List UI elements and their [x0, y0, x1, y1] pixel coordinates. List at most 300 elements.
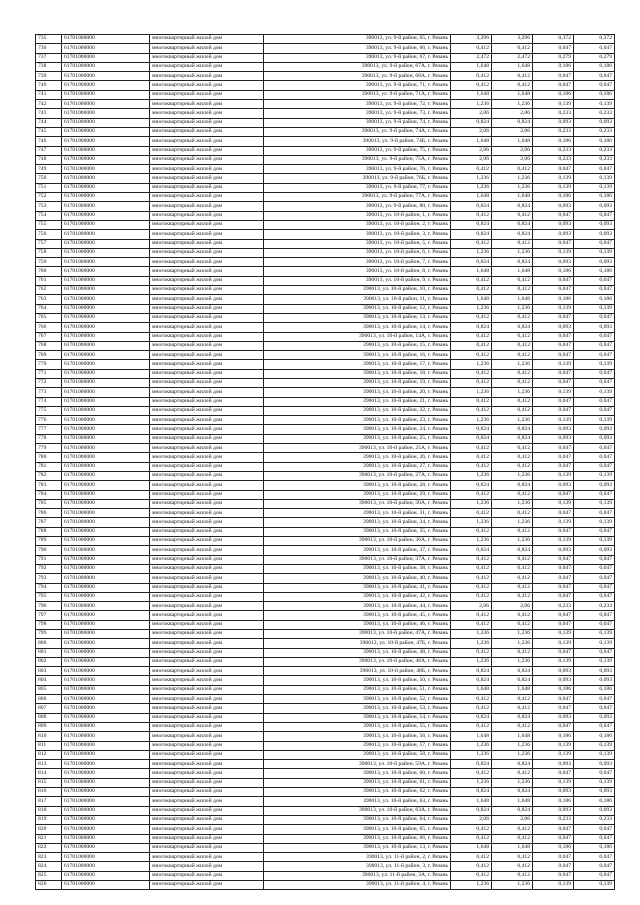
cell-oktmo-code: 61701000000: [62, 211, 150, 220]
cell-oktmo-code: 61701000000: [62, 602, 150, 611]
table-row: [36, 509, 615, 518]
cell-value-3: 0,047: [533, 211, 574, 220]
cell-value-3: 0,047: [533, 722, 574, 731]
table-row: [36, 462, 615, 471]
cell-value-1: 1,648: [451, 797, 492, 806]
table-row: [36, 685, 615, 694]
cell-value-3: 0,139: [533, 183, 574, 192]
cell-value-2: 1,648: [492, 193, 533, 202]
cell-row-number: 746: [36, 137, 62, 146]
cell-value-3: 0,139: [533, 537, 574, 546]
cell-value-4: 0,233: [574, 155, 615, 164]
cell-value-1: 0,824: [451, 118, 492, 127]
cell-value-1: 2,06: [451, 146, 492, 155]
cell-building-type: многоквартирный жилой дом: [150, 332, 264, 341]
cell-value-1: 0,412: [451, 825, 492, 834]
cell-value-1: 0,824: [451, 713, 492, 722]
cell-oktmo-code: 61701000000: [62, 100, 150, 109]
cell-oktmo-code: 61701000000: [62, 313, 150, 322]
cell-oktmo-code: 61701000000: [62, 769, 150, 778]
cell-value-3: 0,139: [533, 174, 574, 183]
cell-value-4: 0,047: [574, 704, 615, 713]
table-row: [36, 267, 615, 276]
cell-value-3: 0,047: [533, 332, 574, 341]
cell-building-type: многоквартирный жилой дом: [150, 555, 264, 564]
cell-value-1: 0,412: [451, 527, 492, 536]
cell-value-3: 0,093: [533, 806, 574, 815]
cell-value-2: 2,06: [492, 602, 533, 611]
cell-value-1: 0,412: [451, 862, 492, 871]
cell-value-2: 0,412: [492, 564, 533, 573]
cell-value-1: 0,412: [451, 871, 492, 880]
cell-address: 390013, ул. 9-й район, 72, г. Рязань: [264, 100, 451, 109]
cell-building-type: многоквартирный жилой дом: [150, 630, 264, 639]
cell-building-type: многоквартирный жилой дом: [150, 202, 264, 211]
cell-value-2: 0,412: [492, 853, 533, 862]
cell-address: 390013, ул. 10-й район, 6, г. Рязань: [264, 248, 451, 257]
cell-row-number: 735: [36, 35, 62, 44]
cell-row-number: 740: [36, 81, 62, 90]
table-row: [36, 239, 615, 248]
cell-value-3: 0,186: [533, 90, 574, 99]
cell-oktmo-code: 61701000000: [62, 62, 150, 71]
cell-oktmo-code: 61701000000: [62, 527, 150, 536]
cell-value-3: 0,233: [533, 602, 574, 611]
cell-building-type: многоквартирный жилой дом: [150, 137, 264, 146]
cell-row-number: 742: [36, 100, 62, 109]
cell-row-number: 781: [36, 462, 62, 471]
cell-value-2: 0,824: [492, 676, 533, 685]
cell-value-2: 1,236: [492, 100, 533, 109]
table-row: [36, 276, 615, 285]
cell-building-type: многоквартирный жилой дом: [150, 471, 264, 480]
cell-value-2: 1,236: [492, 881, 533, 890]
cell-building-type: многоквартирный жилой дом: [150, 341, 264, 350]
cell-value-3: 0,372: [533, 35, 574, 44]
table-row: [36, 360, 615, 369]
cell-value-1: 0,824: [451, 323, 492, 332]
cell-value-2: 0,412: [492, 574, 533, 583]
cell-address: 390013, ул. 9-й район, 77А, г. Рязань: [264, 193, 451, 202]
cell-value-1: 2,06: [451, 127, 492, 136]
cell-address: 390013, ул. 9-й район, 66, г. Рязань: [264, 44, 451, 53]
cell-value-3: 0,047: [533, 555, 574, 564]
cell-value-2: 0,412: [492, 72, 533, 81]
cell-value-3: 0,139: [533, 518, 574, 527]
cell-building-type: многоквартирный жилой дом: [150, 62, 264, 71]
cell-value-2: 1,236: [492, 750, 533, 759]
table-row: [36, 378, 615, 387]
cell-oktmo-code: 61701000000: [62, 220, 150, 229]
cell-row-number: 810: [36, 732, 62, 741]
cell-row-number: 808: [36, 713, 62, 722]
cell-building-type: многоквартирный жилой дом: [150, 834, 264, 843]
cell-oktmo-code: 61701000000: [62, 778, 150, 787]
cell-value-1: 1,236: [451, 388, 492, 397]
cell-row-number: 777: [36, 425, 62, 434]
cell-building-type: многоквартирный жилой дом: [150, 648, 264, 657]
cell-oktmo-code: 61701000000: [62, 490, 150, 499]
cell-row-number: 790: [36, 546, 62, 555]
cell-value-1: 1,236: [451, 630, 492, 639]
table-row: [36, 146, 615, 155]
cell-value-1: 1,648: [451, 843, 492, 852]
cell-value-1: 1,236: [451, 360, 492, 369]
cell-row-number: 773: [36, 388, 62, 397]
cell-address: 390013, ул. 10-й район, 56, г. Рязань: [264, 732, 451, 741]
cell-oktmo-code: 61701000000: [62, 825, 150, 834]
cell-value-3: 0,047: [533, 611, 574, 620]
table-row: [36, 750, 615, 759]
table-row: [36, 406, 615, 415]
cell-address: 390013, ул. 10-й район, 66, г. Рязань: [264, 834, 451, 843]
cell-value-4: 0,047: [574, 406, 615, 415]
cell-value-2: 0,412: [492, 81, 533, 90]
cell-value-1: 0,412: [451, 406, 492, 415]
cell-value-3: 0,047: [533, 444, 574, 453]
cell-row-number: 765: [36, 313, 62, 322]
cell-address: 390013, ул. 10-й район, 19, г. Рязань: [264, 378, 451, 387]
table-row: [36, 332, 615, 341]
cell-value-1: 0,412: [451, 332, 492, 341]
cell-row-number: 743: [36, 109, 62, 118]
table-row: [36, 137, 615, 146]
cell-value-3: 0,047: [533, 453, 574, 462]
cell-value-4: 0,186: [574, 137, 615, 146]
cell-value-1: 1,236: [451, 174, 492, 183]
cell-value-4: 0,047: [574, 695, 615, 704]
cell-value-1: 1,648: [451, 90, 492, 99]
table-row: [36, 397, 615, 406]
cell-building-type: многоквартирный жилой дом: [150, 797, 264, 806]
cell-building-type: многоквартирный жилой дом: [150, 862, 264, 871]
table-row: [36, 518, 615, 527]
cell-oktmo-code: 61701000000: [62, 871, 150, 880]
cell-oktmo-code: 61701000000: [62, 815, 150, 824]
cell-value-1: 2,06: [451, 602, 492, 611]
cell-address: 390013, ул. 10-й район, 64, г. Рязань: [264, 815, 451, 824]
cell-value-1: 0,412: [451, 286, 492, 295]
cell-value-1: 0,412: [451, 239, 492, 248]
cell-building-type: многоквартирный жилой дом: [150, 72, 264, 81]
cell-row-number: 824: [36, 862, 62, 871]
cell-row-number: 747: [36, 146, 62, 155]
cell-value-4: 0,139: [574, 248, 615, 257]
cell-row-number: 750: [36, 174, 62, 183]
cell-value-2: 0,412: [492, 555, 533, 564]
cell-value-2: 1,648: [492, 137, 533, 146]
cell-value-3: 0,186: [533, 685, 574, 694]
cell-oktmo-code: 61701000000: [62, 564, 150, 573]
cell-value-3: 0,186: [533, 193, 574, 202]
cell-building-type: многоквартирный жилой дом: [150, 313, 264, 322]
cell-oktmo-code: 61701000000: [62, 406, 150, 415]
cell-oktmo-code: 61701000000: [62, 620, 150, 629]
cell-oktmo-code: 61701000000: [62, 155, 150, 164]
table-row: [36, 881, 615, 890]
cell-value-3: 0,093: [533, 667, 574, 676]
cell-oktmo-code: 61701000000: [62, 453, 150, 462]
cell-value-4: 0,093: [574, 434, 615, 443]
cell-value-3: 0,047: [533, 769, 574, 778]
cell-value-4: 0,047: [574, 722, 615, 731]
cell-value-3: 0,093: [533, 676, 574, 685]
table-row: [36, 620, 615, 629]
table-row: [36, 592, 615, 601]
cell-row-number: 803: [36, 667, 62, 676]
cell-value-3: 0,279: [533, 53, 574, 62]
cell-value-3: 0,139: [533, 778, 574, 787]
cell-value-3: 0,047: [533, 583, 574, 592]
cell-value-4: 0,139: [574, 388, 615, 397]
cell-value-4: 0,093: [574, 258, 615, 267]
cell-building-type: многоквартирный жилой дом: [150, 564, 264, 573]
cell-address: 390013, ул. 11-й район, 2, г. Рязань: [264, 853, 451, 862]
cell-row-number: 804: [36, 676, 62, 685]
cell-row-number: 815: [36, 778, 62, 787]
table-row: [36, 871, 615, 880]
cell-value-4: 0,279: [574, 53, 615, 62]
cell-value-3: 0,093: [533, 713, 574, 722]
cell-value-1: 1,236: [451, 183, 492, 192]
cell-value-2: 2,06: [492, 155, 533, 164]
cell-address: 390013, ул. 10-й район, 52, г. Рязань: [264, 695, 451, 704]
table-row: [36, 72, 615, 81]
cell-row-number: 755: [36, 220, 62, 229]
table-row: [36, 44, 615, 53]
cell-address: 390013, ул. 10-й район, 8, г. Рязань: [264, 267, 451, 276]
cell-oktmo-code: 61701000000: [62, 360, 150, 369]
table-row: [36, 304, 615, 313]
cell-building-type: многоквартирный жилой дом: [150, 685, 264, 694]
cell-value-3: 0,093: [533, 258, 574, 267]
cell-row-number: 783: [36, 481, 62, 490]
cell-value-1: 1,236: [451, 741, 492, 750]
cell-building-type: многоквартирный жилой дом: [150, 592, 264, 601]
cell-value-4: 0,047: [574, 611, 615, 620]
cell-building-type: многоквартирный жилой дом: [150, 444, 264, 453]
cell-oktmo-code: 61701000000: [62, 611, 150, 620]
cell-address: 390013, ул. 10-й район, 14, г. Рязань: [264, 323, 451, 332]
cell-oktmo-code: 61701000000: [62, 704, 150, 713]
cell-value-2: 0,824: [492, 425, 533, 434]
cell-address: 390013, ул. 11-й район, 3, г. Рязань: [264, 862, 451, 871]
table-row: [36, 81, 615, 90]
table-row: [36, 313, 615, 322]
cell-row-number: 753: [36, 202, 62, 211]
cell-value-4: 0,047: [574, 769, 615, 778]
cell-oktmo-code: 61701000000: [62, 397, 150, 406]
table-row: [36, 788, 615, 797]
cell-value-2: 0,824: [492, 713, 533, 722]
cell-value-4: 0,139: [574, 639, 615, 648]
cell-value-2: 0,412: [492, 620, 533, 629]
cell-row-number: 762: [36, 286, 62, 295]
cell-row-number: 798: [36, 620, 62, 629]
cell-address: 390013, ул. 9-й район, 80, г. Рязань: [264, 202, 451, 211]
cell-building-type: многоквартирный жилой дом: [150, 165, 264, 174]
cell-value-1: 0,412: [451, 722, 492, 731]
cell-value-2: 0,412: [492, 834, 533, 843]
cell-value-4: 0,093: [574, 220, 615, 229]
table-row: [36, 369, 615, 378]
cell-oktmo-code: 61701000000: [62, 286, 150, 295]
cell-value-1: 1,236: [451, 518, 492, 527]
cell-value-1: 1,236: [451, 304, 492, 313]
cell-address: 390013, ул. 10-й район, 25А, г. Рязань: [264, 444, 451, 453]
cell-value-3: 0,093: [533, 760, 574, 769]
cell-value-4: 0,047: [574, 574, 615, 583]
table-row: [36, 165, 615, 174]
cell-value-3: 0,139: [533, 741, 574, 750]
cell-value-4: 0,139: [574, 657, 615, 666]
cell-value-4: 0,047: [574, 286, 615, 295]
cell-oktmo-code: 61701000000: [62, 35, 150, 44]
cell-value-2: 0,824: [492, 202, 533, 211]
cell-value-2: 0,412: [492, 369, 533, 378]
cell-value-1: 2,06: [451, 815, 492, 824]
cell-value-3: 0,093: [533, 118, 574, 127]
cell-oktmo-code: 61701000000: [62, 248, 150, 257]
cell-row-number: 751: [36, 183, 62, 192]
table-row: [36, 109, 615, 118]
cell-value-2: 0,824: [492, 806, 533, 815]
table-row: [36, 546, 615, 555]
cell-value-4: 0,139: [574, 100, 615, 109]
table-row: [36, 676, 615, 685]
cell-value-4: 0,047: [574, 620, 615, 629]
cell-address: 390013, ул. 10-й район, 14А, г. Рязань: [264, 332, 451, 341]
cell-oktmo-code: 61701000000: [62, 713, 150, 722]
table-row: [36, 481, 615, 490]
cell-value-4: 0,047: [574, 397, 615, 406]
cell-value-2: 1,648: [492, 685, 533, 694]
cell-value-1: 3,296: [451, 35, 492, 44]
cell-value-1: 0,412: [451, 44, 492, 53]
cell-value-2: 1,236: [492, 304, 533, 313]
table-row: [36, 100, 615, 109]
cell-address: 390013, ул. 10-й район, 53, г. Рязань: [264, 704, 451, 713]
cell-oktmo-code: 61701000000: [62, 434, 150, 443]
cell-value-3: 0,093: [533, 220, 574, 229]
cell-row-number: 761: [36, 276, 62, 285]
cell-value-4: 0,047: [574, 564, 615, 573]
cell-value-4: 0,233: [574, 146, 615, 155]
cell-value-4: 0,047: [574, 44, 615, 53]
cell-value-3: 0,139: [533, 416, 574, 425]
cell-address: 390013, ул. 9-й район, 71А, г. Рязань: [264, 90, 451, 99]
cell-value-3: 0,186: [533, 732, 574, 741]
cell-value-2: 0,412: [492, 722, 533, 731]
cell-building-type: многоквартирный жилой дом: [150, 360, 264, 369]
cell-value-2: 2,06: [492, 109, 533, 118]
cell-value-1: 0,824: [451, 546, 492, 555]
cell-value-1: 1,236: [451, 416, 492, 425]
cell-value-4: 0,047: [574, 527, 615, 536]
table-row: [36, 425, 615, 434]
cell-building-type: многоквартирный жилой дом: [150, 843, 264, 852]
cell-address: 390013, ул. 10-й район, 55, г. Рязань: [264, 722, 451, 731]
cell-row-number: 786: [36, 509, 62, 518]
cell-row-number: 796: [36, 602, 62, 611]
cell-value-2: 0,412: [492, 490, 533, 499]
cell-value-2: 0,824: [492, 323, 533, 332]
cell-value-2: 1,648: [492, 732, 533, 741]
cell-value-1: 0,412: [451, 378, 492, 387]
cell-row-number: 760: [36, 267, 62, 276]
cell-oktmo-code: 61701000000: [62, 760, 150, 769]
cell-oktmo-code: 61701000000: [62, 146, 150, 155]
cell-value-4: 0,139: [574, 304, 615, 313]
cell-value-2: 0,412: [492, 462, 533, 471]
cell-address: 390013, ул. 10-й район, 16, г. Рязань: [264, 351, 451, 360]
cell-oktmo-code: 61701000000: [62, 323, 150, 332]
cell-value-4: 0,047: [574, 583, 615, 592]
cell-building-type: многоквартирный жилой дом: [150, 425, 264, 434]
cell-address: 390013, ул. 10-й район, 65, г. Рязань: [264, 825, 451, 834]
cell-value-4: 0,139: [574, 750, 615, 759]
cell-value-4: 0,186: [574, 62, 615, 71]
cell-value-2: 1,236: [492, 248, 533, 257]
cell-row-number: 821: [36, 834, 62, 843]
cell-building-type: многоквартирный жилой дом: [150, 462, 264, 471]
cell-building-type: многоквартирный жилой дом: [150, 704, 264, 713]
cell-value-3: 0,186: [533, 295, 574, 304]
cell-address: 390013, ул. 9-й район, 65, г. Рязань: [264, 35, 451, 44]
cell-address: 390013, ул. 10-й район, 48, г. Рязань: [264, 648, 451, 657]
cell-value-2: 0,824: [492, 667, 533, 676]
cell-address: 390013, ул. 9-й район, 67А, г. Рязань: [264, 62, 451, 71]
cell-value-1: 0,824: [451, 220, 492, 229]
table-row: [36, 62, 615, 71]
address-table: [35, 34, 615, 890]
cell-value-4: 0,047: [574, 81, 615, 90]
cell-oktmo-code: 61701000000: [62, 53, 150, 62]
cell-address: 390013, ул. 9-й район, 75А, г. Рязань: [264, 155, 451, 164]
cell-address: 390013, ул. 10-й район, 26, г. Рязань: [264, 453, 451, 462]
cell-value-2: 0,824: [492, 220, 533, 229]
cell-value-4: 0,139: [574, 174, 615, 183]
cell-value-2: 0,412: [492, 351, 533, 360]
cell-value-2: 0,412: [492, 695, 533, 704]
cell-building-type: многоквартирный жилой дом: [150, 453, 264, 462]
cell-value-2: 0,412: [492, 378, 533, 387]
cell-value-3: 0,047: [533, 313, 574, 322]
cell-value-2: 1,236: [492, 360, 533, 369]
cell-oktmo-code: 61701000000: [62, 648, 150, 657]
cell-value-4: 0,186: [574, 90, 615, 99]
cell-value-3: 0,047: [533, 397, 574, 406]
cell-value-1: 0,412: [451, 564, 492, 573]
cell-value-3: 0,186: [533, 137, 574, 146]
cell-value-4: 0,233: [574, 815, 615, 824]
cell-value-1: 1,648: [451, 295, 492, 304]
cell-value-1: 0,412: [451, 462, 492, 471]
cell-building-type: многоквартирный жилой дом: [150, 537, 264, 546]
cell-building-type: многоквартирный жилой дом: [150, 732, 264, 741]
cell-value-3: 0,093: [533, 425, 574, 434]
cell-value-3: 0,047: [533, 286, 574, 295]
cell-oktmo-code: 61701000000: [62, 239, 150, 248]
cell-oktmo-code: 61701000000: [62, 537, 150, 546]
cell-building-type: многоквартирный жилой дом: [150, 722, 264, 731]
cell-address: 390013, ул. 10-й район, 9, г. Рязань: [264, 276, 451, 285]
cell-row-number: 789: [36, 537, 62, 546]
cell-oktmo-code: 61701000000: [62, 750, 150, 759]
cell-address: 390013, ул. 10-й район, 45, г. Рязань: [264, 611, 451, 620]
cell-row-number: 818: [36, 806, 62, 815]
cell-building-type: многоквартирный жилой дом: [150, 183, 264, 192]
